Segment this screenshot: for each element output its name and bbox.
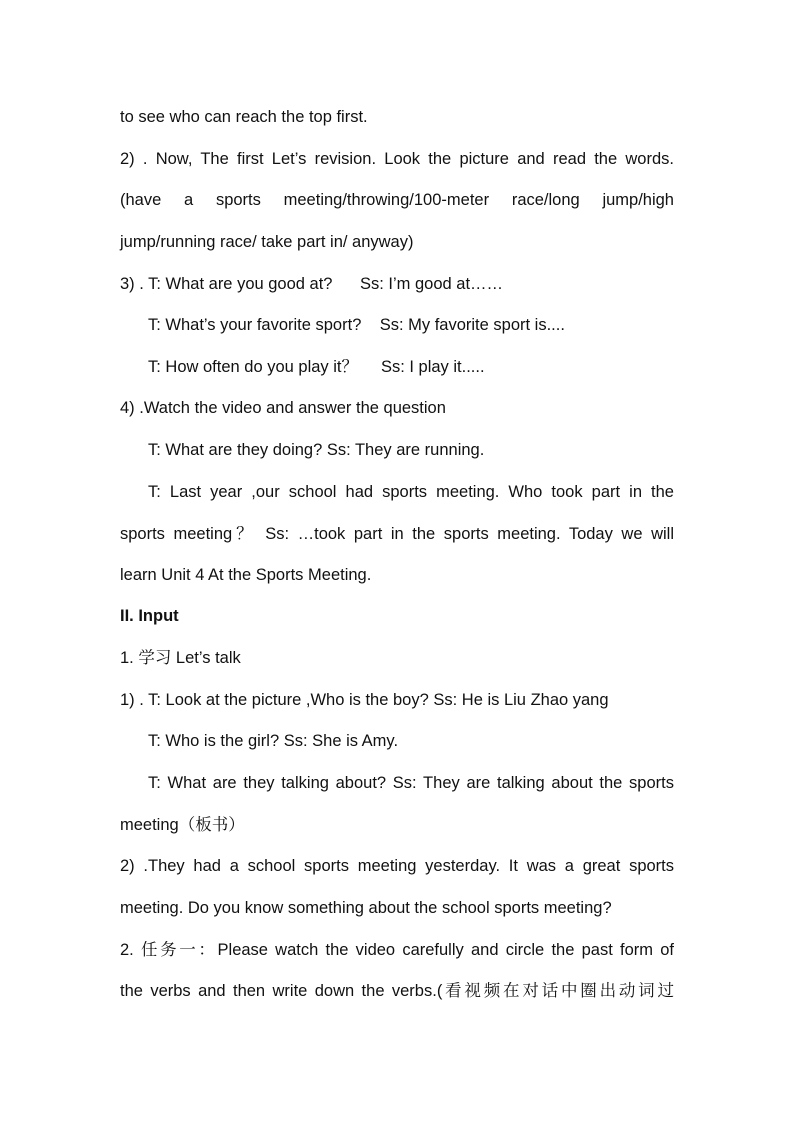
- text-line: T: Last year ,our school had sports meeting. Who took part in the: [148, 483, 674, 501]
- text-line: (have a sports meeting/throwing/100-meter race/long jump/high: [120, 191, 674, 209]
- text-line: 3) . T: What are you good at? Ss: I’m good at……: [120, 275, 504, 293]
- text-line: T: Who is the girl? Ss: She is Amy.: [148, 732, 399, 750]
- text-line: 4) .Watch the video and answer the question: [120, 399, 446, 417]
- text-line: jump/running race/ take part in/ anyway): [120, 233, 414, 251]
- text-line: meeting（板书）: [120, 816, 245, 834]
- text-line: learn Unit 4 At the Sports Meeting.: [120, 566, 372, 584]
- text-line: T: What are they doing? Ss: They are running.: [148, 441, 485, 459]
- text-line: to see who can reach the top first.: [120, 108, 368, 126]
- text-line: meeting. Do you know something about the school sports meeting?: [120, 899, 612, 917]
- text-line: 2) . Now, The first Let’s revision. Look the picture and read the words.: [120, 150, 674, 168]
- text-line: T: How often do you play it？ Ss: I play it.....: [148, 358, 485, 376]
- text-line: 1) . T: Look at the picture ,Who is the boy? Ss: He is Liu Zhao yang: [120, 691, 609, 709]
- text-line: the verbs and then write down the verbs.(看视频在对话中圈出动词过: [120, 982, 674, 1000]
- section-heading: II. Input: [120, 607, 179, 625]
- text-line: T: What’s your favorite sport? Ss: My favorite sport is....: [148, 316, 565, 334]
- text-line: 2. 任务一：Please watch the video carefully and circle the past form of: [120, 941, 674, 959]
- text-line: 1. 学习 Let’s talk: [120, 649, 241, 667]
- text-line: T: What are they talking about? Ss: They are talking about the sports: [148, 774, 674, 792]
- text-line: sports meeting？ Ss: …took part in the sports meeting. Today we will: [120, 525, 674, 543]
- text-line: 2) .They had a school sports meeting yesterday. It was a great sports: [120, 857, 674, 875]
